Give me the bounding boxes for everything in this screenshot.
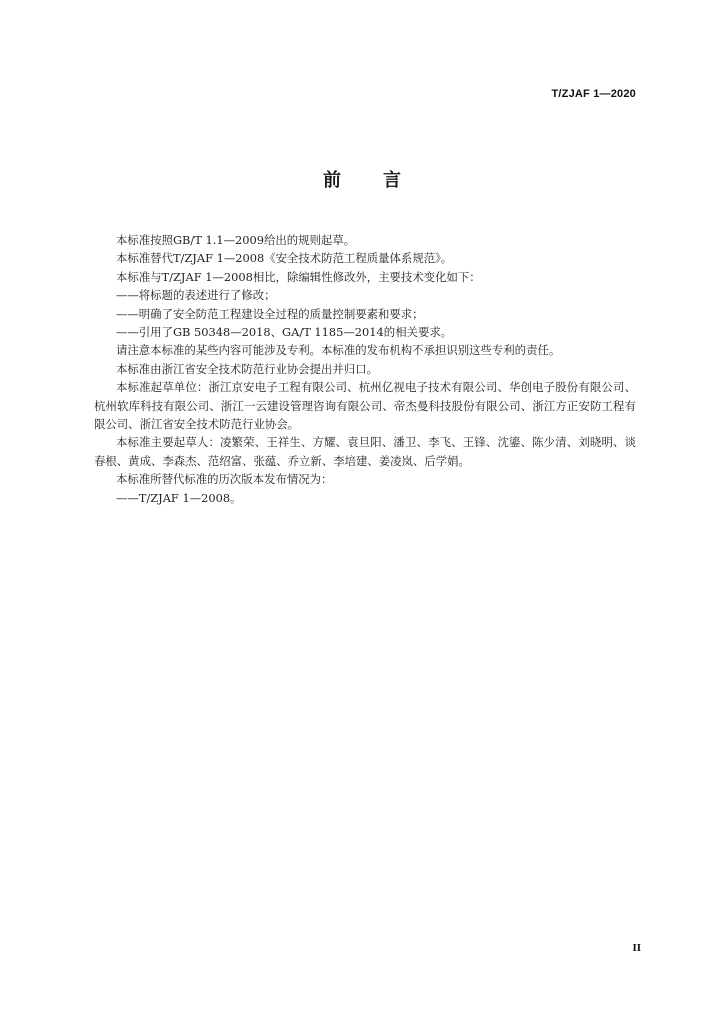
paragraph-drafting-rules: 本标准按照GB/T 1.1—2009给出的规则起草。 <box>116 233 356 247</box>
paragraph-drafters: 本标准主要起草人：凌繁荣、王祥生、方耀、袁旦阳、潘卫、李飞、王锋、沈鎏、陈少清、刘晓明、谈春根、黄成、李森杰、范绍富、张蕴、乔立新、李培建、姜凌岚、后学娟。 <box>94 435 636 468</box>
paragraph-changes-intro: 本标准与T/ZJAF 1—2008相比，除编辑性修改外，主要技术变化如下： <box>116 269 481 284</box>
change-item: ——将标题的表述进行了修改； <box>116 288 276 303</box>
paragraph-patent-notice: 请注意本标准的某些内容可能涉及专利。本标准的发布机构不承担识别这些专利的责任。 <box>116 343 561 358</box>
paragraph-replaces: 本标准替代T/ZJAF 1—2008《安全技术防范工程质量体系规范》。 <box>116 251 453 266</box>
change-item: ——明确了安全防范工程建设全过程的质量控制要素和要求； <box>116 306 424 321</box>
page-number: II <box>632 942 641 954</box>
history-item: ——T/ZJAF 1—2008。 <box>116 490 242 505</box>
standard-code: T/ZJAF 1—2020 <box>551 88 636 100</box>
page-title-char-1: 前 <box>323 170 341 191</box>
paragraph-history-intro: 本标准所替代标准的历次版本发布情况为： <box>116 472 333 487</box>
foreword-body <box>94 231 636 507</box>
change-item: ——引用了GB 50348—2018、GA/T 1185—2014的相关要求。 <box>116 325 453 340</box>
paragraph-drafting-units: 本标准起草单位：浙江京安电子工程有限公司、杭州亿视电子技术有限公司、华创电子股份有限公司、杭州软库科技有限公司、浙江一云建设管理咨询有限公司、帝杰曼科技股份有限公司、浙江方正安防工程有限公司、浙江省安全技术防范行业协会。 <box>94 380 636 432</box>
paragraph-proposer: 本标准由浙江省安全技术防范行业协会提出并归口。 <box>116 361 378 376</box>
page-title <box>0 166 724 192</box>
page-title-char-2: 言 <box>383 170 401 191</box>
